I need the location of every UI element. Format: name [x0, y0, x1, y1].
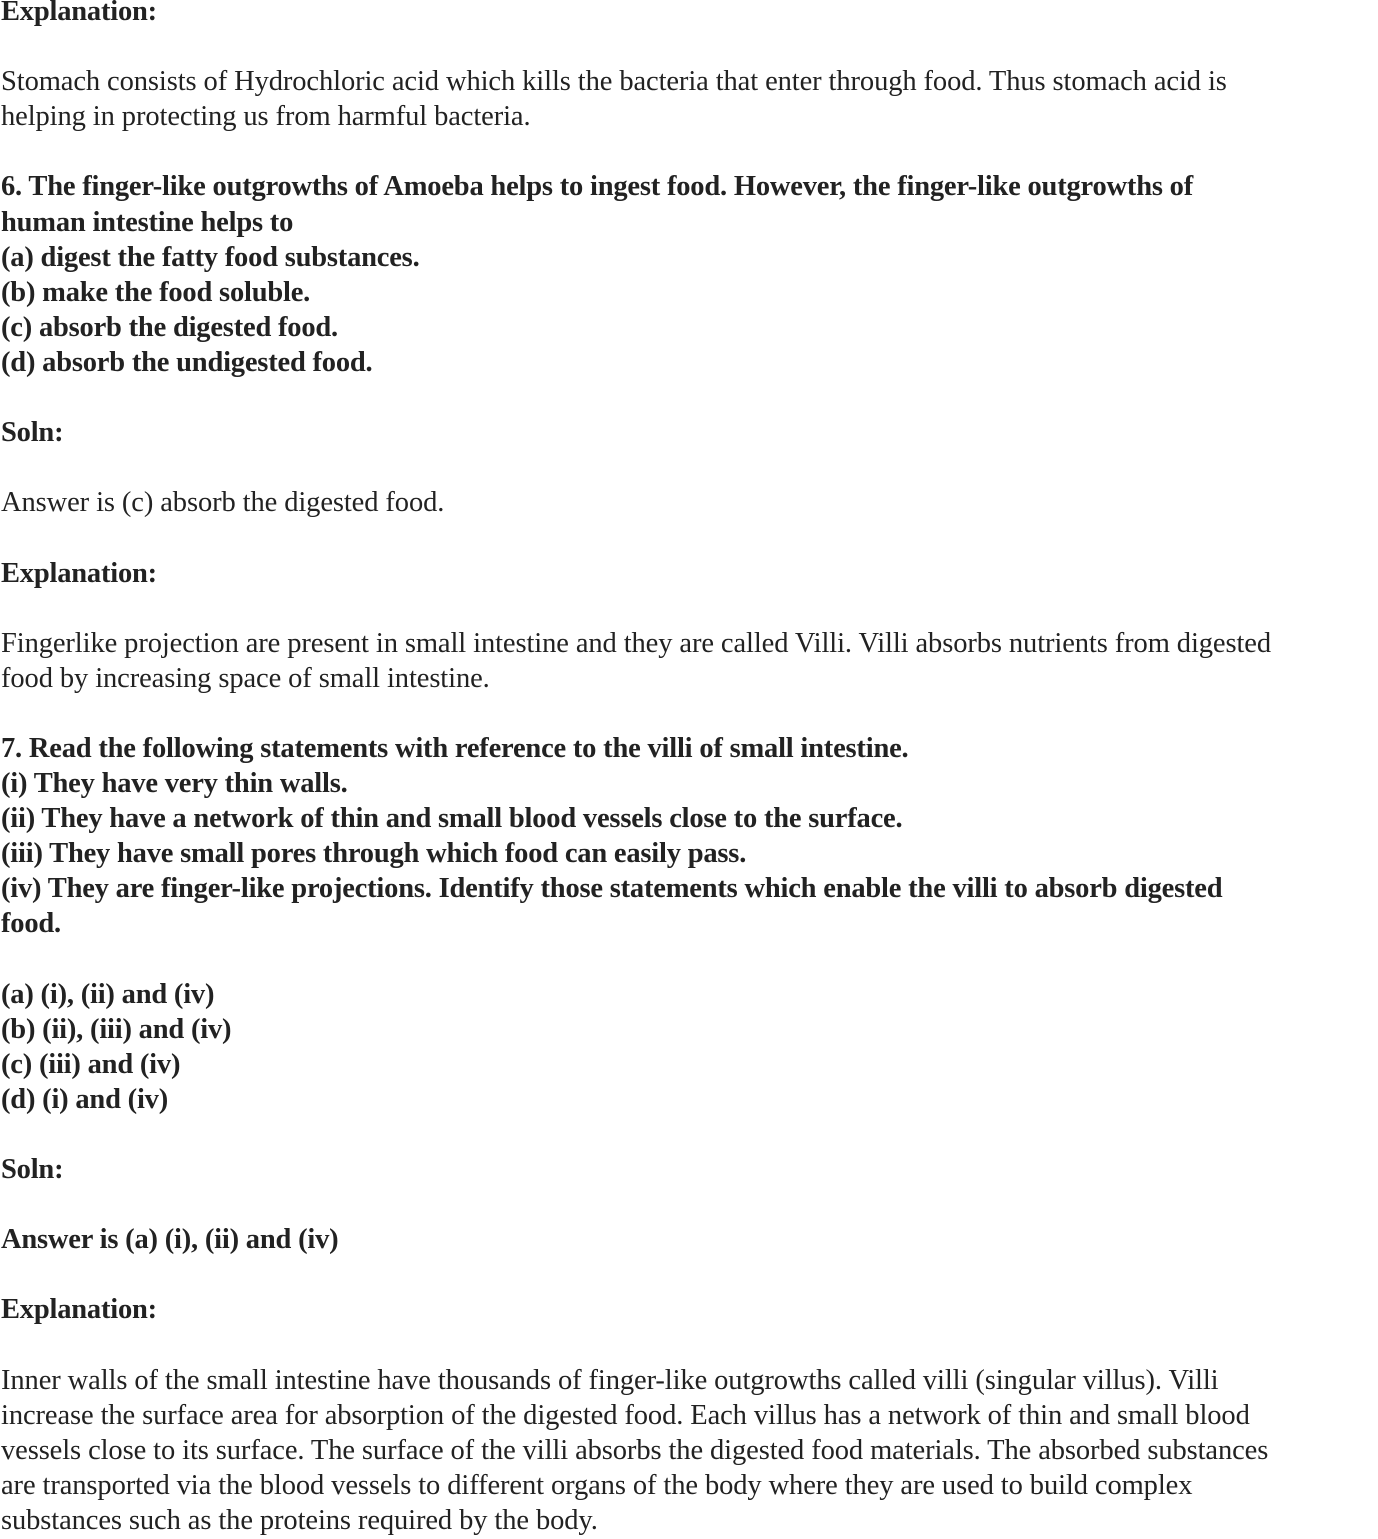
explanation-heading: Explanation:: [1, 0, 157, 27]
option-d: (d) (i) and (iv): [1, 1083, 169, 1115]
explanation-heading: Explanation:: [1, 557, 157, 589]
soln-label: Soln:: [1, 1154, 64, 1186]
explanation-text-line: food by increasing space of small intestine.: [1, 662, 490, 694]
spacer: [1, 1187, 1378, 1222]
explanation-text-line: helping in protecting us from harmful bacteria.: [1, 101, 531, 133]
spacer: [1, 450, 1378, 485]
spacer: [1, 380, 1378, 415]
option-a: (a) (i), (ii) and (iv): [1, 978, 215, 1010]
statement-iv: (iv) They are finger-like projections. Identify those statements which enable the villi to absorb digested: [1, 873, 1223, 905]
prev-explanation-section: [1, 0, 1378, 134]
explanation-text-line: vessels close to its surface. The surface of the villi absorbs the digested food materials. The absorbed substances: [1, 1434, 1269, 1466]
explanation-text-line: Stomach consists of Hydrochloric acid which kills the bacteria that enter through food. Thus stomach acid is: [1, 66, 1227, 98]
spacer: [1, 696, 1378, 731]
option-b: (b) make the food soluble.: [1, 276, 311, 308]
explanation-text-line: increase the surface area for absorption of the digested food. Each villus has a network of thin and small blood: [1, 1399, 1250, 1431]
spacer: [1, 1328, 1378, 1363]
spacer: [1, 520, 1378, 555]
statement-iii: (iii) They have small pores through which food can easily pass.: [1, 838, 747, 870]
spacer: [1, 1117, 1378, 1152]
spacer: [1, 134, 1378, 169]
explanation-heading: Explanation:: [1, 1294, 157, 1326]
explanation-text-line: are transported via the blood vessels to different organs of the body where they are used to build complex: [1, 1469, 1193, 1501]
explanation-text-line: Inner walls of the small intestine have thousands of finger-like outgrowths called villi (singular villus). Villi: [1, 1364, 1219, 1396]
option-c: (c) (iii) and (iv): [1, 1048, 181, 1080]
question-text-line: 6. The finger-like outgrowths of Amoeba helps to ingest food. However, the finger-like outgrowths of: [1, 171, 1194, 203]
answer-text: Answer is (c) absorb the digested food.: [1, 487, 445, 519]
statement-i: (i) They have very thin walls.: [1, 768, 348, 800]
spacer: [1, 29, 1378, 64]
spacer: [1, 1257, 1378, 1292]
answer-text: Answer is (a) (i), (ii) and (iv): [1, 1224, 339, 1256]
question-text-line: food.: [1, 908, 61, 940]
question-7-section: [1, 731, 1378, 1538]
statement-ii: (ii) They have a network of thin and small blood vessels close to the surface.: [1, 803, 903, 835]
document-page: [1, 0, 1378, 1538]
option-a: (a) digest the fatty food substances.: [1, 241, 420, 273]
spacer: [1, 942, 1378, 977]
option-c: (c) absorb the digested food.: [1, 311, 338, 343]
soln-label: Soln:: [1, 417, 64, 449]
explanation-text-line: substances such as the proteins required by the body.: [1, 1505, 598, 1537]
question-text-line: human intestine helps to: [1, 206, 294, 238]
option-d: (d) absorb the undigested food.: [1, 346, 373, 378]
explanation-text-line: Fingerlike projection are present in small intestine and they are called Villi. Villi absorbs nutrients from digested: [1, 627, 1271, 659]
spacer: [1, 591, 1378, 626]
option-b: (b) (ii), (iii) and (iv): [1, 1013, 232, 1045]
question-text-line: 7. Read the following statements with reference to the villi of small intestine.: [1, 732, 909, 764]
question-6-section: [1, 169, 1378, 695]
